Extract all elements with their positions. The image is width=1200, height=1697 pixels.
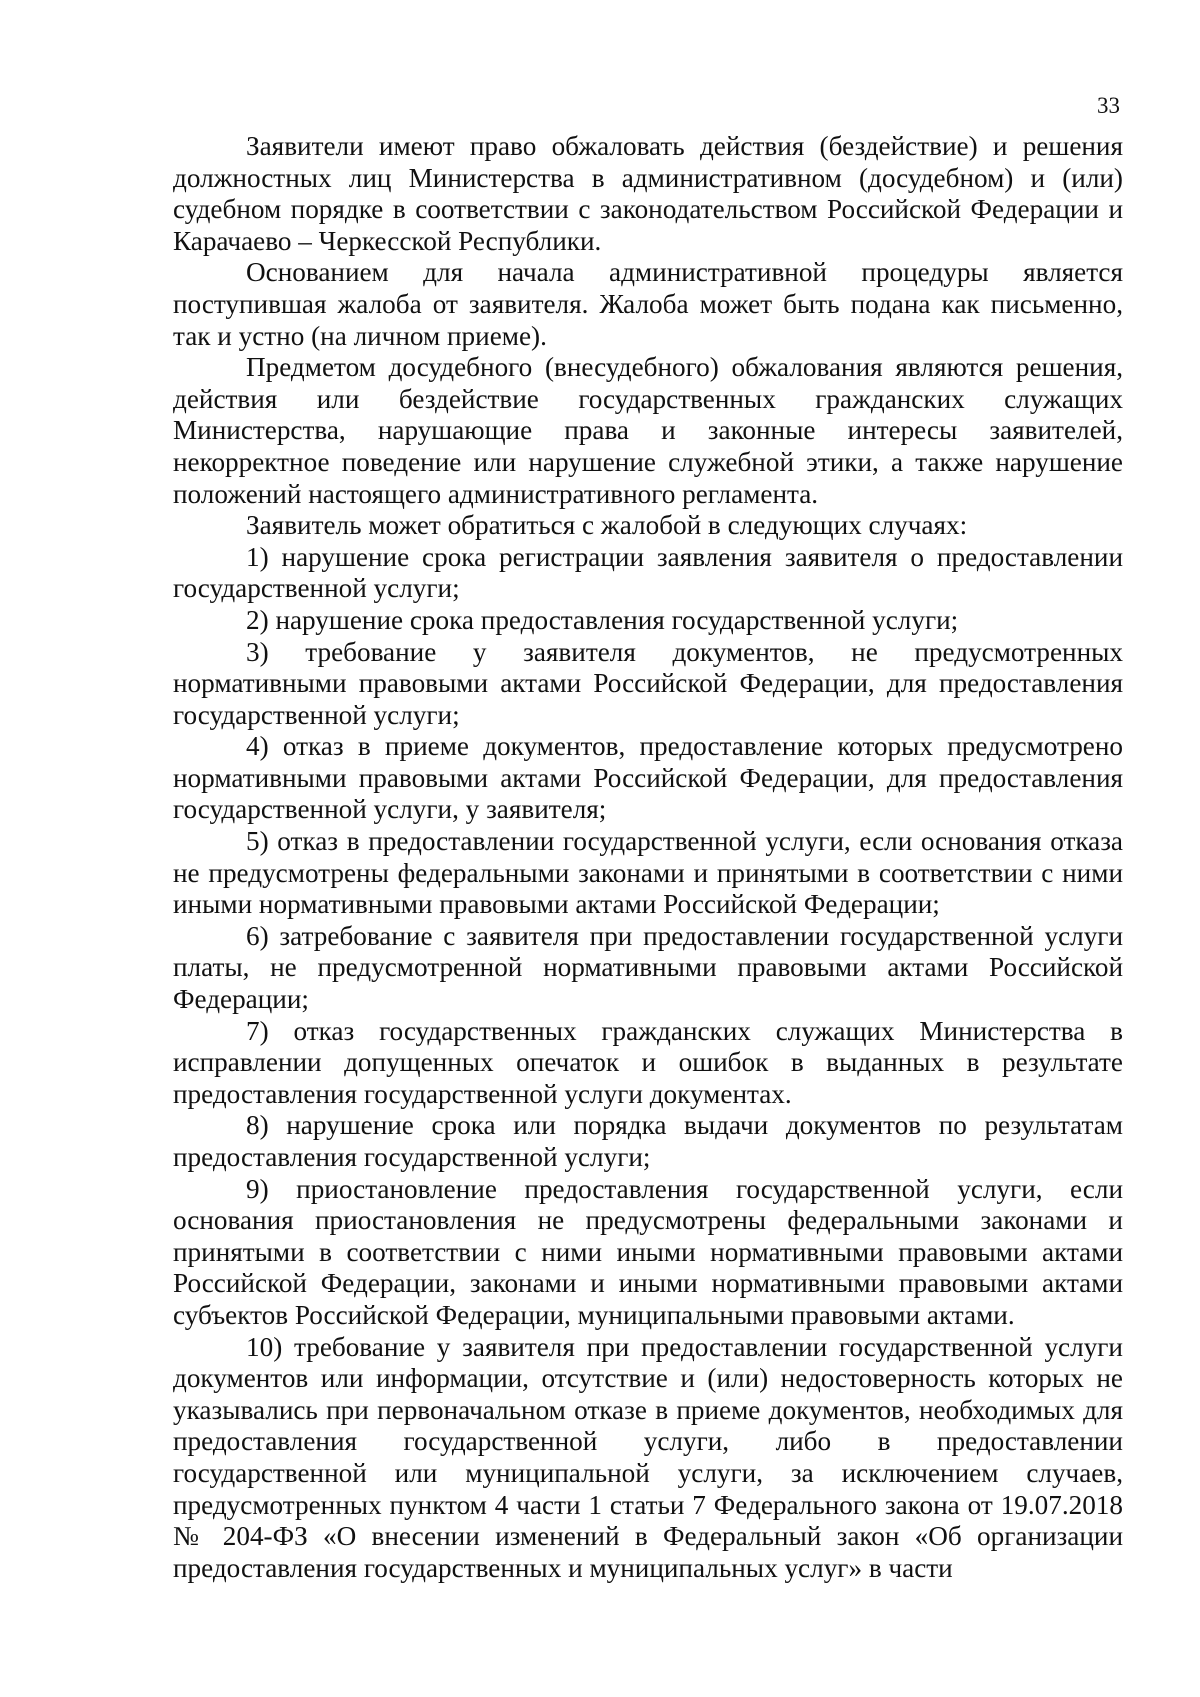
list-item-10: 10) требование у заявителя при предоставлении государственной услуги документов или информации, отсутствие и (или) недостоверность которых не указывались при первоначальном отказе в приеме документов, необходимых для предоставления государственной услуги, либо в предоставлении государственной или муниципальной услуги, за исключением случаев, предусмотренных пунктом 4 части 1 статьи 7 Федерального закона от 19.07.2018 № 204-ФЗ «О внесении изменений в Федеральный закон «Об организации предоставления государственных и муниципальных услуг» в части bbox=[173, 1331, 1123, 1583]
list-item-4: 4) отказ в приеме документов, предоставление которых предусмотрено нормативными правовыми актами Российской Федерации, для предоставления государственной услуги, у заявителя; bbox=[173, 731, 1123, 825]
list-item-3: 3) требование у заявителя документов, не предусмотренных нормативными правовыми актами Российской Федерации, для предоставления государственной услуги; bbox=[173, 636, 1123, 730]
paragraph-appeal-subject: Предметом досудебного (внесудебного) обжалования являются решения, действия или бездействие государственных гражданских служащих Министерства, нарушающие права и законные интересы заявителей, некорректное поведение или нарушение служебной этики, а также нарушение положений настоящего административного регламента. bbox=[173, 352, 1123, 509]
paragraph-appeal-right: Заявители имеют право обжаловать действия (бездействие) и решения должностных лиц Министерства в административном (досудебном) и (или) судебном порядке в соответствии с законодательством Российской Федерации и Карачаево – Черкесской Республики. bbox=[173, 131, 1123, 256]
document-body bbox=[173, 131, 1123, 1584]
list-item-5: 5) отказ в предоставлении государственной услуги, если основания отказа не предусмотрены федеральными законами и принятыми в соответствии с ними иными нормативными правовыми актами Российской Федерации; bbox=[173, 826, 1123, 920]
list-item-2: 2) нарушение срока предоставления государственной услуги; bbox=[246, 604, 959, 635]
paragraph-procedure-basis: Основанием для начала административной процедуры является поступившая жалоба от заявителя. Жалоба может быть подана как письменно, так и устно (на личном приеме). bbox=[173, 257, 1123, 351]
list-item-6: 6) затребование с заявителя при предоставлении государственной услуги платы, не предусмотренной нормативными правовыми актами Российской Федерации; bbox=[173, 920, 1123, 1015]
list-item-1: 1) нарушение срока регистрации заявления заявителя о предоставлении государственной услуги; bbox=[173, 541, 1123, 604]
list-item-8: 8) нарушение срока или порядка выдачи документов по результатам предоставления государственной услуги; bbox=[173, 1110, 1123, 1172]
page-number: 33 bbox=[1097, 93, 1120, 118]
list-item-7: 7) отказ государственных гражданских служащих Министерства в исправлении допущенных опечаток и ошибок в выданных в результате предоставления государственной услуги документах. bbox=[173, 1015, 1123, 1109]
paragraph-complaint-cases-intro: Заявитель может обратиться с жалобой в следующих случаях: bbox=[246, 510, 968, 541]
list-item-9: 9) приостановление предоставления государственной услуги, если основания приостановления не предусмотрены федеральными законами и принятыми в соответствии с ними иными нормативными правовыми актами Российской Федерации, законами и иными нормативными правовыми актами субъектов Российской Федерации, муниципальными правовыми актами. bbox=[173, 1173, 1123, 1330]
